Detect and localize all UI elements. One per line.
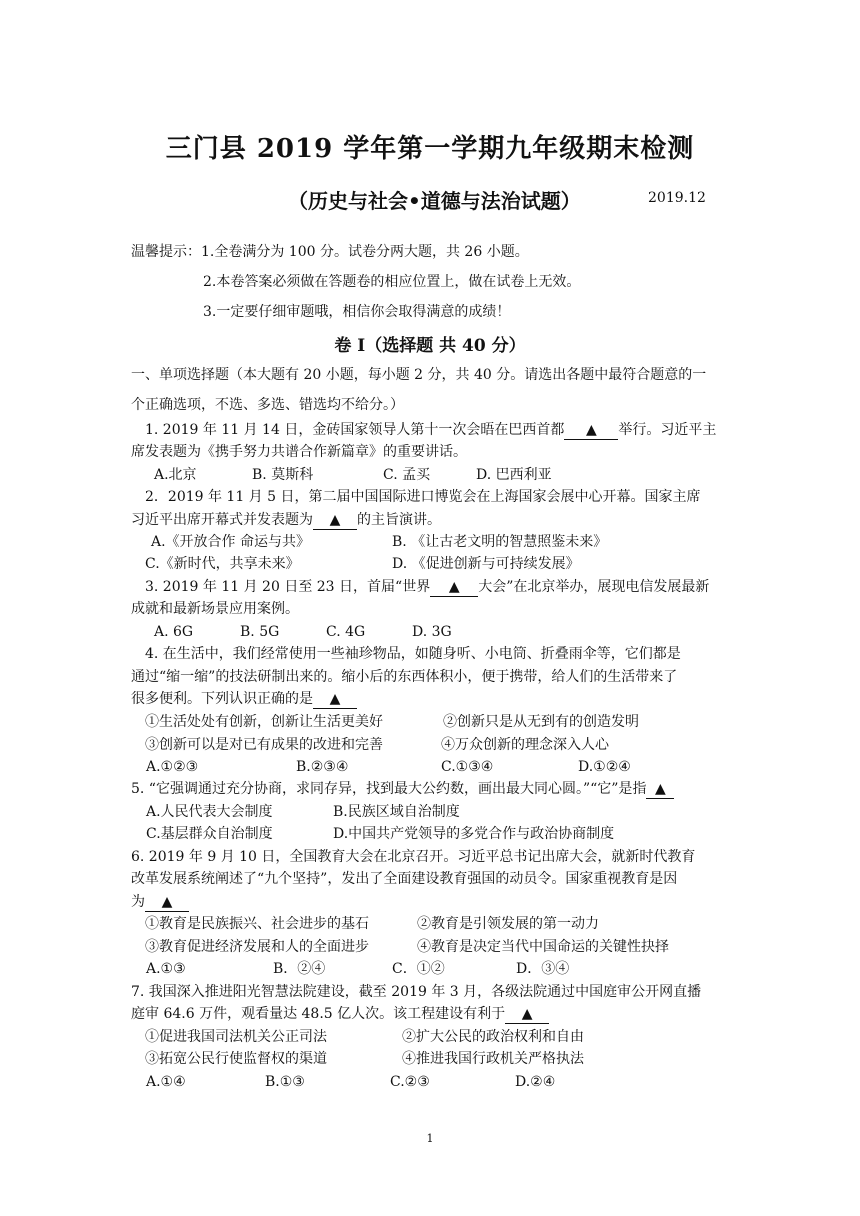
q7-item-2: ②扩大公民的政治权利和自由 bbox=[402, 1029, 584, 1045]
answer-blank: ▲ bbox=[313, 511, 357, 530]
q6-line-2: 改革发展系统阐述了“九个坚持”，发出了全面建设教育强国的动员令。国家重视教育是因 bbox=[131, 871, 678, 887]
q4-line-3: 很多便利。下列认识正确的是 ▲ bbox=[131, 690, 357, 709]
q1-option-d: D. 巴西利亚 bbox=[476, 467, 552, 483]
q4-option-a: A.①②③ bbox=[146, 759, 199, 775]
q7-option-a: A.①④ bbox=[146, 1074, 186, 1090]
q2-option-b: B. 《让古老文明的智慧照鉴未来》 bbox=[392, 534, 608, 550]
q2-option-c: C.《新时代，共享未来》 bbox=[145, 556, 300, 572]
q6-item-2: ②教育是引领发展的第一动力 bbox=[417, 916, 599, 932]
q6-item-4: ④教育是决定当代中国命运的关键性抉择 bbox=[417, 939, 669, 955]
answer-blank: ▲ bbox=[646, 780, 674, 799]
instructions-line-2: 个正确选项，不选、多选、错选均不给分。） bbox=[131, 397, 404, 413]
q1-option-b: B. 莫斯科 bbox=[252, 467, 314, 483]
q4-item-3: ③创新可以是对已有成果的改进和完善 bbox=[145, 737, 383, 753]
q2-line-1: 2．2019 年 11 月 5 日，第二届中国国际进口博览会在上海国家会展中心开幕。国家主席 bbox=[145, 489, 701, 505]
q5-option-d: D.中国共产党领导的多党合作与政治协商制度 bbox=[333, 826, 615, 842]
exam-title: 三门县 2019 学年第一学期九年级期末检测 bbox=[165, 134, 695, 164]
q6-option-b: B．②④ bbox=[273, 961, 326, 977]
q4-option-c: C.①③④ bbox=[441, 759, 494, 775]
q3-option-c: C. 4G bbox=[326, 624, 366, 640]
q6-option-a: A.①③ bbox=[146, 961, 186, 977]
answer-blank: ▲ bbox=[313, 690, 357, 709]
tip-3: 3.一定要仔细审题哦，相信你会取得满意的成绩！ bbox=[203, 304, 511, 320]
q7-line-2: 庭审 64.6 万件，观看量达 48.5 亿人次。该工程建设有利于 ▲ bbox=[131, 1005, 549, 1024]
answer-blank: ▲ bbox=[564, 421, 618, 440]
q7-item-1: ①促进我国司法机关公正司法 bbox=[145, 1029, 327, 1045]
tip-2: 2.本卷答案必须做在答题卷的相应位置上，做在试卷上无效。 bbox=[203, 274, 581, 290]
answer-blank: ▲ bbox=[145, 893, 189, 912]
q6-item-3: ③教育促进经济发展和人的全面进步 bbox=[145, 939, 369, 955]
q2-option-a: A.《开放合作 命运与共》 bbox=[151, 534, 311, 550]
q6-option-d: D．③④ bbox=[516, 961, 570, 977]
q2-option-d: D. 《促进创新与可持续发展》 bbox=[392, 556, 580, 572]
q1-option-a: A.北京 bbox=[154, 467, 197, 483]
answer-blank: ▲ bbox=[505, 1005, 549, 1024]
tip-1: 温馨提示：1.全卷满分为 100 分。试卷分两大题，共 26 小题。 bbox=[131, 244, 529, 260]
q7-item-4: ④推进我国行政机关严格执法 bbox=[402, 1051, 584, 1067]
q3-line-1: 3. 2019 年 11 月 20 日至 23 日，首届“世界 ▲ 大会”在北京举办，展现电信发展最新 bbox=[145, 579, 710, 595]
q2-line-2: 习近平出席开幕式并发表题为 ▲ 的主旨演讲。 bbox=[131, 512, 441, 528]
q4-item-1: ①生活处处有创新，创新让生活更美好 bbox=[145, 714, 383, 730]
q6-option-c: C．①② bbox=[392, 961, 445, 977]
q7-option-d: D.②④ bbox=[515, 1074, 556, 1090]
q7-item-3: ③拓宽公民行使监督权的渠道 bbox=[145, 1051, 327, 1067]
q4-item-4: ④万众创新的理念深入人心 bbox=[441, 737, 609, 753]
instructions-line-1: 一、单项选择题（本大题有 20 小题，每小题 2 分，共 40 分。请选出各题中最符合题意的一 bbox=[131, 367, 707, 383]
q1-line-2: 席发表题为《携手努力共谱合作新篇章》的重要讲话。 bbox=[131, 444, 467, 460]
q3-option-d: D. 3G bbox=[412, 624, 452, 640]
q3-option-a: A. 6G bbox=[154, 624, 194, 640]
section-heading: 卷 Ⅰ（选择题 共 40 分） bbox=[334, 336, 526, 356]
q4-option-d: D.①②④ bbox=[578, 759, 631, 775]
q3-option-b: B. 5G bbox=[240, 624, 280, 640]
answer-blank: ▲ bbox=[430, 578, 478, 597]
exam-date: 2019.12 bbox=[648, 190, 706, 206]
q4-option-b: B.②③④ bbox=[296, 759, 349, 775]
q7-option-b: B.①③ bbox=[265, 1074, 305, 1090]
page-number: 1 bbox=[426, 1132, 434, 1145]
q6-item-1: ①教育是民族振兴、社会进步的基石 bbox=[145, 916, 369, 932]
q4-line-2: 通过“缩一缩”的技法研制出来的。缩小后的东西体积小，便于携带，给人们的生活带来了 bbox=[131, 669, 678, 685]
q4-item-2: ②创新只是从无到有的创造发明 bbox=[443, 714, 639, 730]
q6-line-1: 6. 2019 年 9 月 10 日，全国教育大会在北京召开。习近平总书记出席大会，就新时代教育 bbox=[131, 849, 696, 865]
q1-line-1: 1. 2019 年 11 月 14 日，金砖国家领导人第十一次会晤在巴西首都 ▲ 举行。习近平主 bbox=[145, 422, 717, 438]
q5-option-c: C.基层群众自治制度 bbox=[146, 826, 273, 842]
q3-line-2: 成就和最新场景应用案例。 bbox=[131, 601, 299, 617]
q5-option-a: A.人民代表大会制度 bbox=[146, 804, 273, 820]
q7-option-c: C.②③ bbox=[390, 1074, 430, 1090]
q4-line-1: 4. 在生活中，我们经常使用一些袖珍物品，如随身听、小电筒、折叠雨伞等，它们都是 bbox=[145, 646, 681, 662]
q1-option-c: C. 孟买 bbox=[383, 467, 431, 483]
q5-option-b: B.民族区域自治制度 bbox=[333, 804, 460, 820]
q6-line-3: 为 ▲ bbox=[131, 893, 189, 912]
q7-line-1: 7. 我国深入推进阳光智慧法院建设，截至 2019 年 3 月，各级法院通过中国庭审公开网直播 bbox=[131, 984, 702, 1000]
exam-subtitle: （历史与社会•道德与法治试题） bbox=[288, 189, 581, 213]
q5-line-1: 5. “它强调通过充分协商，求同存异，找到最大公约数，画出最大同心圆。”“它”是指 ▲ bbox=[131, 780, 674, 799]
